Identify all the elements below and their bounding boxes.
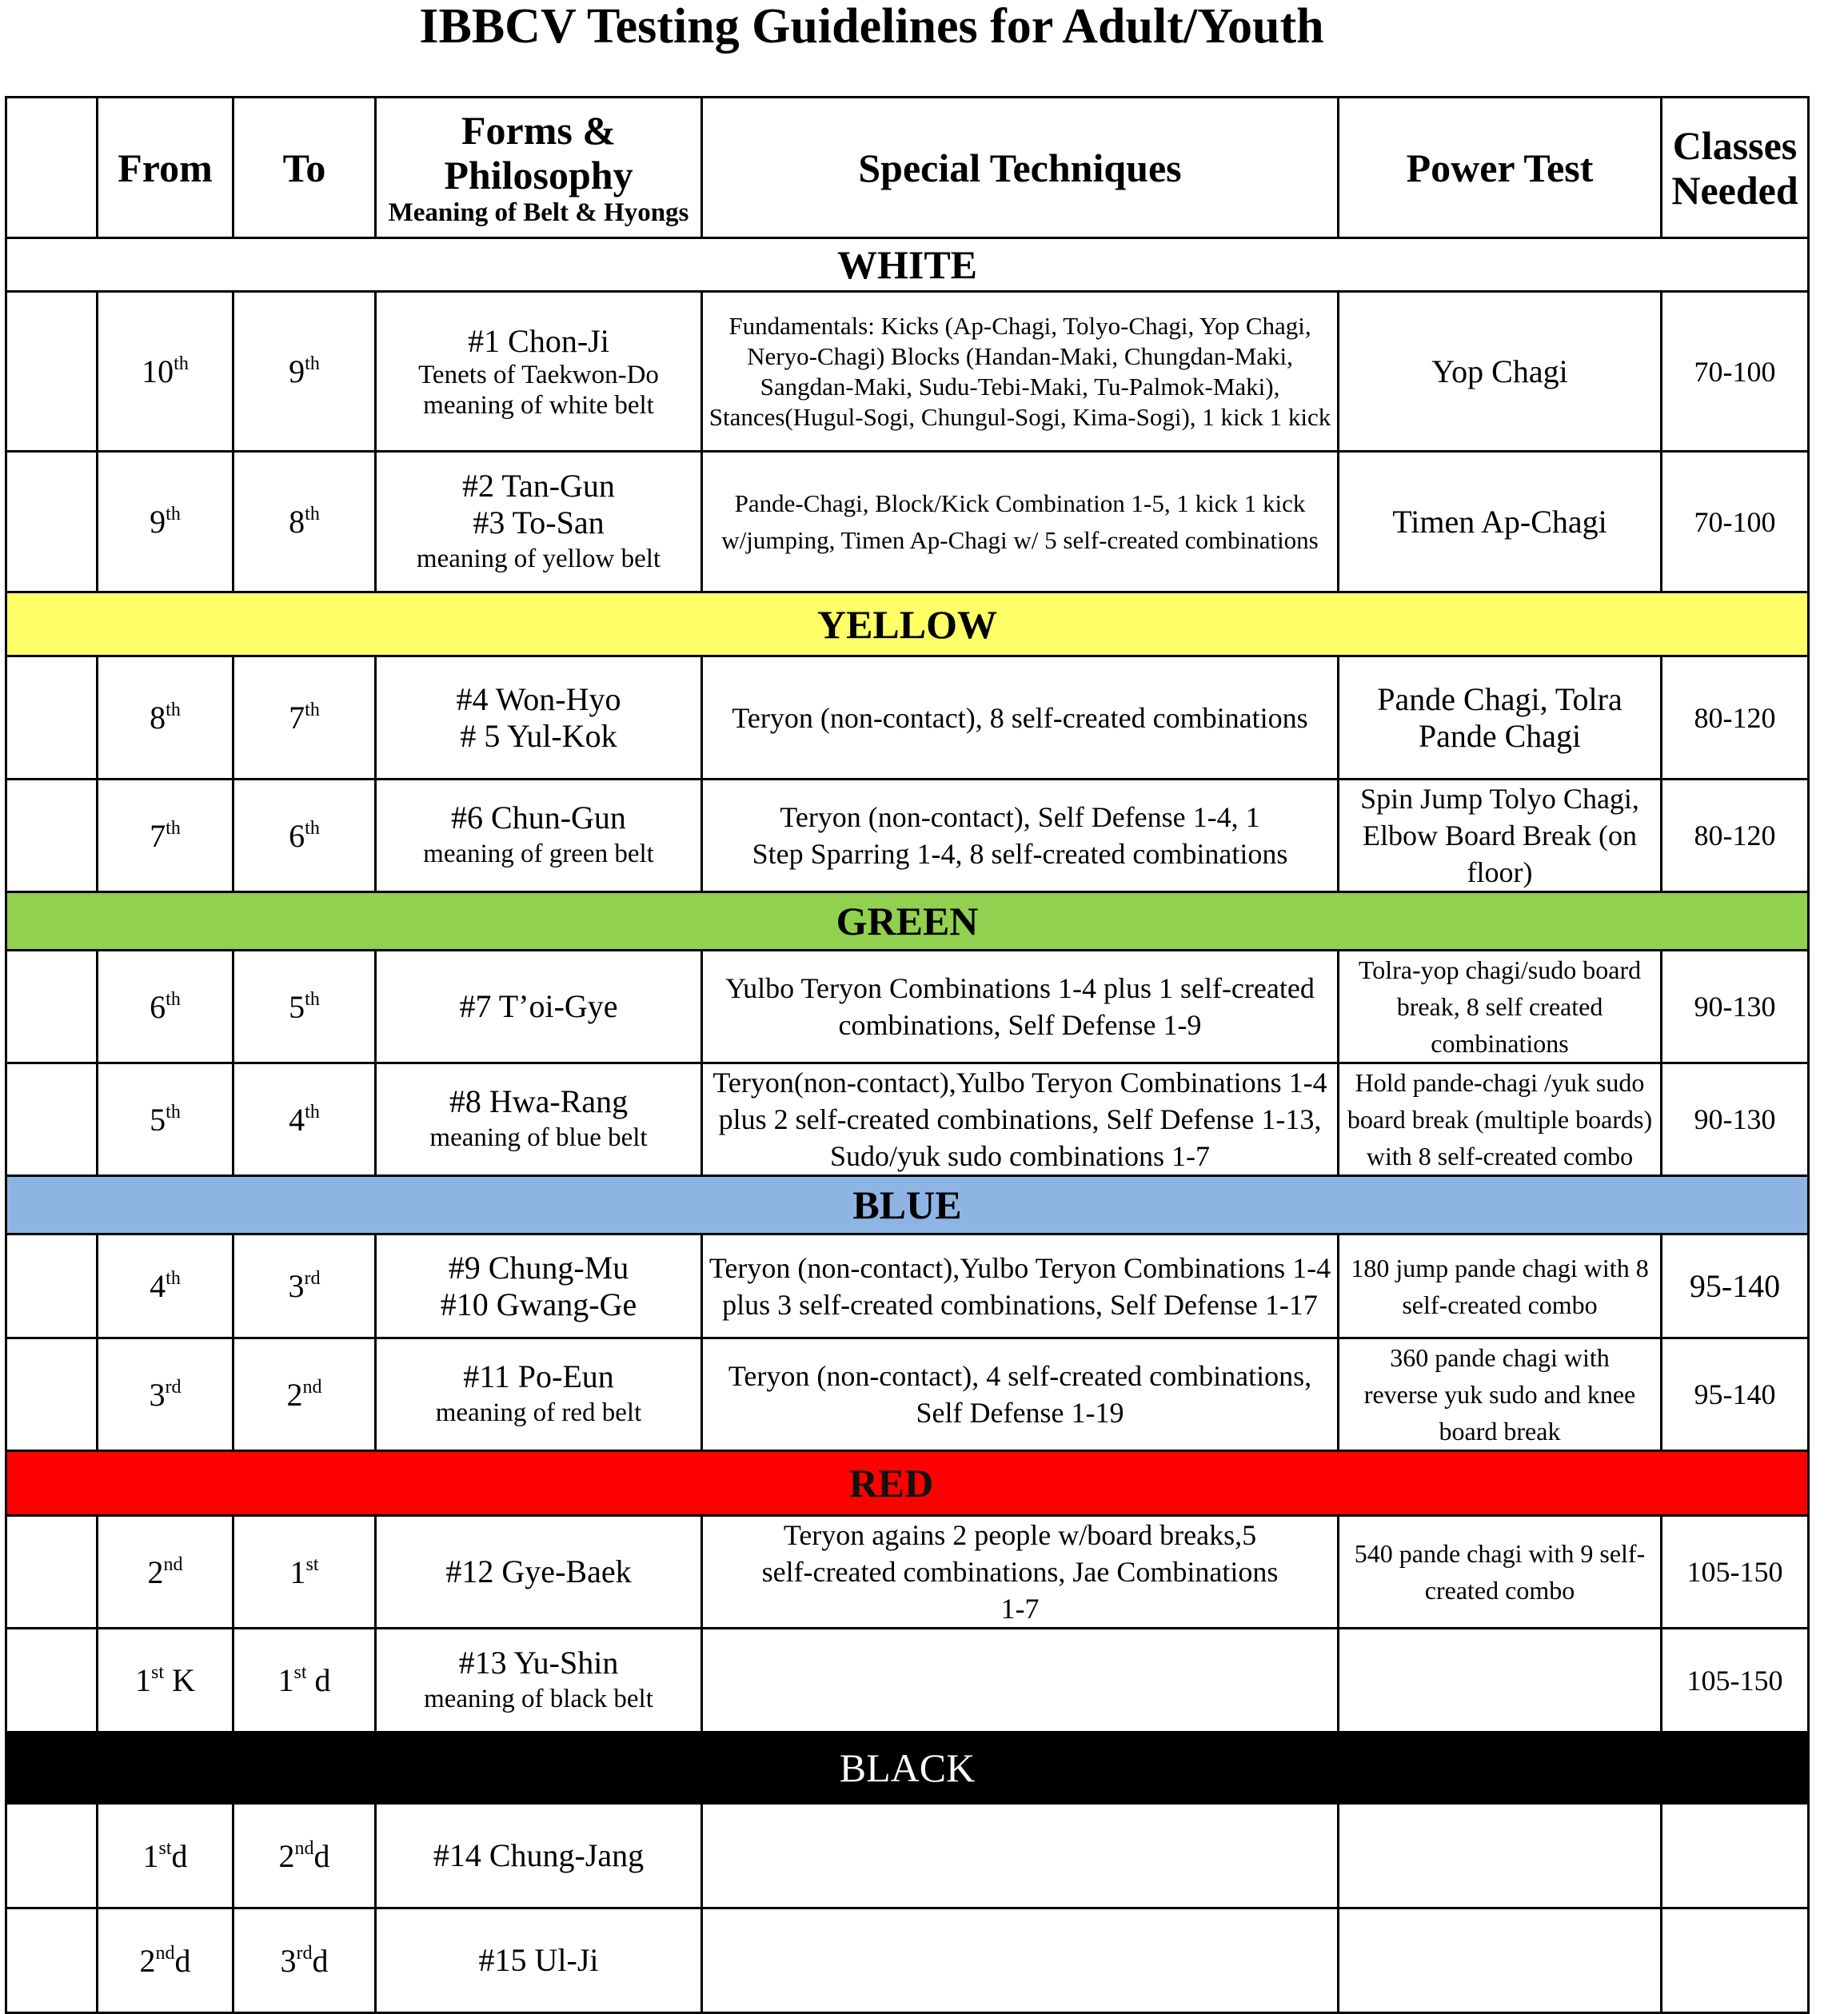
table-row <box>6 656 1809 780</box>
power-test: Yop Chagi <box>1339 292 1662 452</box>
form-meaning: Tenets of Taekwon-Do <box>418 360 659 389</box>
power-test: 360 pande chagi with reverse yuk sudo and knee board break <box>1339 1338 1662 1451</box>
table-row <box>6 1629 1809 1733</box>
to-rank <box>233 1234 376 1338</box>
from-rank <box>98 1629 233 1733</box>
band-blue <box>6 1176 1809 1234</box>
rank-ordinal: th <box>166 988 181 1010</box>
row-blank <box>6 951 98 1063</box>
power-test: Tolra-yop chagi/sudo board break, 8 self created combinations <box>1339 951 1662 1063</box>
power-test: Timen Ap-Chagi <box>1339 452 1662 592</box>
rank-ordinal: th <box>166 1268 181 1289</box>
table-row <box>6 1804 1809 1908</box>
special-techniques <box>702 1629 1339 1733</box>
row-blank <box>6 1063 98 1176</box>
to-rank <box>233 780 376 892</box>
classes-needed: 80-120 <box>1662 780 1809 892</box>
row-blank <box>6 292 98 452</box>
rank-number: 1 <box>277 1662 294 1698</box>
special-techniques: Teryon (non-contact), 8 self-created combinations <box>702 656 1339 780</box>
page-title-text: IBBCV Testing Guidelines for Adult/Youth <box>419 0 1324 54</box>
power-test: 540 pande chagi with 9 self-created combo <box>1339 1516 1662 1629</box>
rank-ordinal: th <box>166 1101 181 1123</box>
form-meaning-2: meaning of white belt <box>423 390 654 420</box>
header-to: To <box>233 98 376 238</box>
band-label: WHITE <box>6 238 1809 292</box>
rank-ordinal: th <box>305 504 320 524</box>
row-blank <box>6 452 98 592</box>
rank-number: 2 <box>147 1553 164 1590</box>
form-cell <box>376 656 702 780</box>
special-techniques: Teryon (non-contact), Self Defense 1-4, 1 Step Sparring 1-4, 8 self-created combinations <box>702 780 1339 892</box>
form-name: #11 Po-Eun <box>463 1358 614 1394</box>
table-row <box>6 780 1809 892</box>
table-row <box>6 452 1809 592</box>
rank-number: 5 <box>289 988 305 1025</box>
form-name: #15 Ul-Ji <box>478 1942 599 1978</box>
table-row <box>6 951 1809 1063</box>
rank-number: 4 <box>150 1268 166 1304</box>
rank-ordinal: rd <box>304 1268 321 1289</box>
rank-suffix: d <box>313 1837 330 1874</box>
special-techniques <box>702 1804 1339 1908</box>
rank-number: 6 <box>289 817 305 854</box>
rank-number: 3 <box>149 1376 166 1413</box>
row-blank <box>6 1516 98 1629</box>
header-from: From <box>98 98 233 238</box>
classes-needed: 95-140 <box>1662 1234 1809 1338</box>
rank-suffix: d <box>171 1837 188 1874</box>
to-rank <box>233 951 376 1063</box>
band-red <box>6 1451 1809 1516</box>
rank-ordinal: th <box>305 988 320 1010</box>
rank-ordinal: th <box>305 353 320 374</box>
form-name-2: #3 To-San <box>473 504 605 540</box>
rank-suffix: d <box>306 1662 331 1698</box>
row-blank <box>6 1338 98 1451</box>
testing-guidelines-table <box>5 96 1810 2014</box>
form-cell <box>376 951 702 1063</box>
header-power: Power Test <box>1339 98 1662 238</box>
rank-ordinal: th <box>305 700 320 720</box>
form-name-2: #10 Gwang-Ge <box>440 1286 637 1322</box>
rank-ordinal: th <box>166 817 181 839</box>
from-rank <box>98 1908 233 2013</box>
row-blank <box>6 1629 98 1733</box>
classes-needed: 105-150 <box>1662 1516 1809 1629</box>
power-test <box>1339 1629 1662 1733</box>
form-cell <box>376 1338 702 1451</box>
special-techniques: Teryon agains 2 people w/board breaks,5 self-created combinations, Jae Combinations 1-7 <box>702 1516 1339 1629</box>
power-test: Pande Chagi, Tolra Pande Chagi <box>1339 656 1662 780</box>
classes-needed: 95-140 <box>1662 1338 1809 1451</box>
to-rank <box>233 656 376 780</box>
form-cell <box>376 292 702 452</box>
classes-needed <box>1662 1908 1809 2013</box>
rank-ordinal: th <box>166 504 181 524</box>
rank-number: 2 <box>278 1837 295 1874</box>
table-row <box>6 1063 1809 1176</box>
rank-ordinal: st <box>293 1662 307 1683</box>
from-rank <box>98 1516 233 1629</box>
header-forms-label: Forms & Philosophy <box>444 107 633 197</box>
form-name: #7 T’oi-Gye <box>459 988 618 1024</box>
rank-ordinal: st <box>158 1837 172 1859</box>
special-techniques <box>702 1908 1339 2013</box>
rank-number: 6 <box>150 988 166 1025</box>
to-rank <box>233 1908 376 2013</box>
to-rank <box>233 452 376 592</box>
form-name: #12 Gye-Baek <box>445 1553 632 1589</box>
rank-ordinal: rd <box>165 1376 182 1398</box>
rank-ordinal: nd <box>155 1942 175 1964</box>
to-rank <box>233 1338 376 1451</box>
row-blank <box>6 1804 98 1908</box>
rank-number: 8 <box>289 504 305 540</box>
special-techniques: Pande-Chagi, Block/Kick Combination 1-5, 1 kick 1 kick w/jumping, Timen Ap-Chagi w/ 5 self-created combinations <box>702 452 1339 592</box>
special-techniques: Teryon (non-contact), 4 self-created combinations, Self Defense 1-19 <box>702 1338 1339 1451</box>
header-blank <box>6 98 98 238</box>
form-name: #2 Tan-Gun <box>462 467 615 504</box>
table-row <box>6 1338 1809 1451</box>
rank-number: 10 <box>142 353 174 389</box>
table-row <box>6 292 1809 452</box>
rank-number: 3 <box>288 1268 305 1304</box>
form-cell <box>376 1629 702 1733</box>
rank-number: 9 <box>289 353 305 389</box>
to-rank <box>233 1063 376 1176</box>
rank-number: 7 <box>150 817 166 854</box>
form-meaning: meaning of red belt <box>435 1398 642 1427</box>
rank-suffix: K <box>164 1662 195 1698</box>
rank-number: 4 <box>289 1101 305 1138</box>
form-cell <box>376 452 702 592</box>
table-row <box>6 1908 1809 2013</box>
form-name: #8 Hwa-Rang <box>449 1083 629 1119</box>
row-blank <box>6 656 98 780</box>
rank-number: 2 <box>139 1942 156 1979</box>
rank-number: 1 <box>142 1837 159 1874</box>
band-yellow <box>6 592 1809 656</box>
from-rank <box>98 951 233 1063</box>
rank-number: 9 <box>150 504 166 540</box>
form-meaning: meaning of green belt <box>423 839 654 868</box>
rank-number: 5 <box>150 1101 166 1138</box>
to-rank <box>233 1804 376 1908</box>
form-name: #1 Chon-Ji <box>468 322 609 359</box>
power-test <box>1339 1908 1662 2013</box>
special-techniques: Teryon (non-contact),Yulbo Teryon Combinations 1-4 plus 3 self-created combinations, Self Defense 1-17 <box>702 1234 1339 1338</box>
from-rank <box>98 452 233 592</box>
band-black <box>6 1733 1809 1804</box>
header-classes: Classes Needed <box>1662 98 1809 238</box>
page-title <box>0 0 1848 92</box>
form-name-2: # 5 Yul-Kok <box>460 717 617 754</box>
header-row <box>6 98 1809 238</box>
form-name: #6 Chun-Gun <box>451 800 626 836</box>
rank-ordinal: th <box>305 1101 320 1123</box>
table-row <box>6 1234 1809 1338</box>
form-name: #9 Chung-Mu <box>448 1249 629 1286</box>
form-cell <box>376 1908 702 2013</box>
from-rank <box>98 1063 233 1176</box>
rank-ordinal: st <box>151 1662 165 1683</box>
band-label: BLACK <box>6 1733 1809 1804</box>
row-blank <box>6 1908 98 2013</box>
from-rank <box>98 292 233 452</box>
form-name: #14 Chung-Jang <box>433 1837 645 1873</box>
band-green <box>6 892 1809 951</box>
rank-ordinal: st <box>305 1553 319 1575</box>
classes-needed: 80-120 <box>1662 656 1809 780</box>
from-rank <box>98 1234 233 1338</box>
row-blank <box>6 1234 98 1338</box>
band-label: BLUE <box>6 1176 1809 1234</box>
form-meaning: meaning of blue belt <box>429 1123 648 1152</box>
form-meaning: meaning of yellow belt <box>416 544 661 573</box>
to-rank <box>233 1629 376 1733</box>
form-name: #13 Yu-Shin <box>458 1644 619 1681</box>
rank-ordinal: rd <box>296 1942 313 1964</box>
rank-number: 1 <box>135 1662 152 1698</box>
from-rank <box>98 656 233 780</box>
rank-ordinal: nd <box>163 1553 183 1575</box>
form-cell <box>376 1516 702 1629</box>
form-cell <box>376 1804 702 1908</box>
header-forms <box>376 98 702 238</box>
row-blank <box>6 780 98 892</box>
classes-needed: 70-100 <box>1662 292 1809 452</box>
form-cell <box>376 780 702 892</box>
header-special: Special Techniques <box>702 98 1339 238</box>
rank-number: 1 <box>289 1553 306 1590</box>
rank-ordinal: th <box>305 817 320 839</box>
band-label: YELLOW <box>6 592 1809 656</box>
form-cell <box>376 1063 702 1176</box>
classes-needed <box>1662 1804 1809 1908</box>
header-forms-sub: Meaning of Belt & Hyongs <box>388 197 689 227</box>
classes-needed: 105-150 <box>1662 1629 1809 1733</box>
to-rank <box>233 292 376 452</box>
power-test <box>1339 1804 1662 1908</box>
rank-number: 3 <box>280 1942 297 1979</box>
power-test: Spin Jump Tolyo Chagi, Elbow Board Break (on floor) <box>1339 780 1662 892</box>
from-rank <box>98 780 233 892</box>
rank-number: 7 <box>289 700 305 736</box>
band-white <box>6 238 1809 292</box>
power-test: Hold pande-chagi /yuk sudo board break (multiple boards) with 8 self-created combo <box>1339 1063 1662 1176</box>
from-rank <box>98 1804 233 1908</box>
form-meaning: meaning of black belt <box>424 1684 653 1713</box>
rank-ordinal: nd <box>294 1837 314 1859</box>
rank-ordinal: nd <box>302 1376 322 1398</box>
rank-ordinal: th <box>166 700 181 720</box>
classes-needed: 70-100 <box>1662 452 1809 592</box>
rank-number: 2 <box>286 1376 303 1413</box>
form-name: #4 Won-Hyo <box>456 680 621 717</box>
rank-suffix: d <box>174 1942 191 1979</box>
rank-number: 8 <box>150 700 166 736</box>
rank-suffix: d <box>312 1942 329 1979</box>
special-techniques: Teryon(non-contact),Yulbo Teryon Combinations 1-4 plus 2 self-created combinations, Self Defense 1-13, Sudo/yuk sudo combinations 1-7 <box>702 1063 1339 1176</box>
band-label: GREEN <box>6 892 1809 951</box>
power-test: 180 jump pande chagi with 8 self-created combo <box>1339 1234 1662 1338</box>
from-rank <box>98 1338 233 1451</box>
rank-ordinal: th <box>174 353 189 374</box>
form-cell <box>376 1234 702 1338</box>
to-rank <box>233 1516 376 1629</box>
classes-needed: 90-130 <box>1662 1063 1809 1176</box>
table-row <box>6 1516 1809 1629</box>
special-techniques: Fundamentals: Kicks (Ap-Chagi, Tolyo-Chagi, Yop Chagi, Neryo-Chagi) Blocks (Handan-Maki, Chungdan-Maki, Sangdan-Maki, Sudu-Tebi-Maki, Tu-Palmok-Maki), Stances(Hugul-Sogi, Chungul-Sogi, Kima-Sogi), 1 kick 1 kick <box>702 292 1339 452</box>
special-techniques: Yulbo Teryon Combinations 1-4 plus 1 self-created combinations, Self Defense 1-9 <box>702 951 1339 1063</box>
classes-needed: 90-130 <box>1662 951 1809 1063</box>
band-label: RED <box>6 1451 1809 1516</box>
